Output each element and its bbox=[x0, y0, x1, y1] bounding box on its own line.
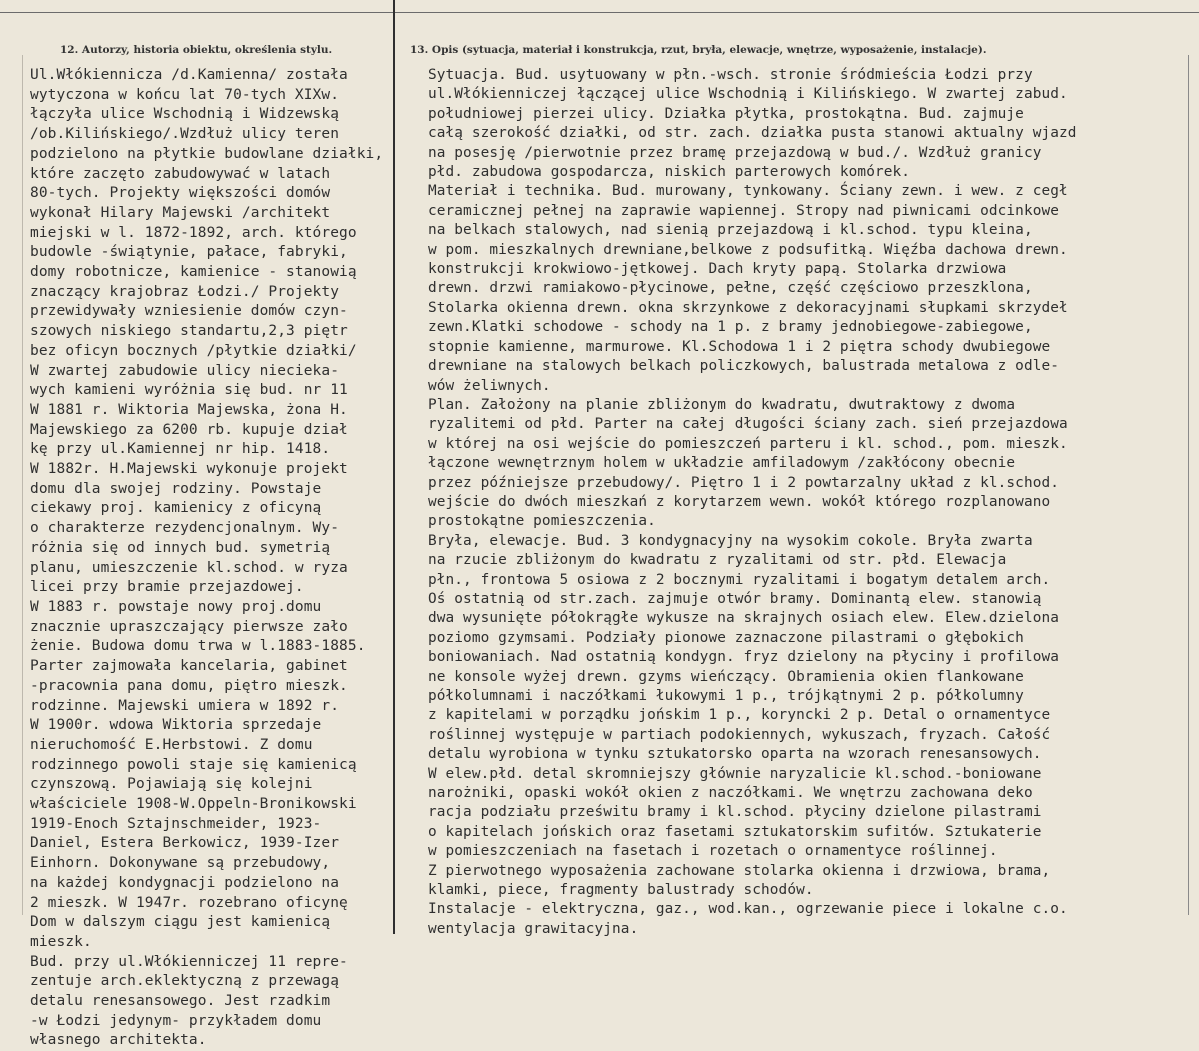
text-line: W elew.płd. detal skromniejszy głównie naryzalicie kl.schod.-boniowane bbox=[428, 765, 1042, 782]
text-line: planu, umieszczenie kl.schod. w ryza bbox=[30, 559, 348, 576]
text-line: południowej pierzei ulicy. Działka płytka, prostokątna. Bud. zajmuje bbox=[428, 105, 1024, 122]
text-line: wejście do dwóch mieszkań z korytarzem wewn. wokół którego rozplanowano bbox=[428, 493, 1051, 510]
text-line: W zwartej zabudowie ulicy niecieka- bbox=[30, 362, 340, 379]
text-line: klamki, piece, fragmenty balustrady schodów. bbox=[428, 882, 814, 899]
text-line: w której na osi wejście do pomieszczeń parteru i kl. schod., pom. mieszk. bbox=[428, 435, 1068, 452]
text-line: Majewskiego za 6200 rb. kupuje dział bbox=[30, 421, 348, 438]
text-line: ceramicznej pełnej na zaprawie wapiennej. Stropy nad piwnicami odcinkowe bbox=[428, 202, 1059, 219]
text-line: czynszową. Pojawiają się kolejni bbox=[30, 776, 313, 793]
text-line: rodzinnego powoli staje się kamienicą bbox=[30, 756, 357, 773]
text-line: miejski w l. 1872-1892, arch. którego bbox=[30, 224, 357, 241]
text-line: Einhorn. Dokonywane są przebudowy, bbox=[30, 855, 331, 872]
text-line: domu dla swojej rodziny. Powstaje bbox=[30, 480, 322, 497]
text-line: licei przy bramie przejazdowej. bbox=[30, 579, 304, 596]
text-line: stopnie kamienne, marmurowe. Kl.Schodowa 1 i 2 piętra schody dwubiegowe bbox=[428, 338, 1051, 355]
text-line: łączyła ulice Wschodnią i Widzewską bbox=[30, 106, 340, 123]
text-line: W 1881 r. Wiktoria Majewska, żona H. bbox=[30, 401, 348, 418]
text-line: roślinnej występuje w partiach podokiennych, wykuszach, fryzach. Całość bbox=[428, 726, 1051, 743]
text-line: detalu wyrobiona w tynku sztukatorsko oparta na wzorach renesansowych. bbox=[428, 746, 1042, 763]
text-line: -pracownia pana domu, piętro mieszk. bbox=[30, 677, 348, 694]
text-line: /ob.Kilińskiego/.Wzdłuż ulicy teren bbox=[30, 126, 340, 143]
text-line: Plan. Założony na planie zbliżonym do kwadratu, dwutraktowy z dwoma bbox=[428, 396, 1016, 413]
history-text-column bbox=[30, 66, 400, 1051]
text-line: półkolumnami i naczółkami łukowymi 1 p., trójkątnymi 2 p. półkolumny bbox=[428, 688, 1024, 704]
text-line: wykonał Hilary Majewski /architekt bbox=[30, 204, 331, 221]
text-line: Ul.Włókiennicza /d.Kamienna/ została bbox=[30, 67, 348, 83]
text-line: Sytuacja. Bud. usytuowany w płn.-wsch. stronie śródmieścia Łodzi przy bbox=[428, 67, 1033, 83]
text-line: przez późniejsze przebudowy/. Piętro 1 i 2 powtarzalny układ z kl.schod. bbox=[428, 474, 1059, 491]
text-line: ne konsole wyżej drewn. gzyms wieńczący. Obramienia okien flankowane bbox=[428, 668, 1024, 685]
section-12-heading: 12. Autorzy, historia obiektu, określenia stylu. bbox=[60, 44, 333, 56]
text-line: 2 mieszk. W 1947r. rozebrano oficynę bbox=[30, 894, 348, 911]
text-line: drewn. drzwi ramiakowo-płycinowe, pełne, część częściowo przeszklona, bbox=[428, 280, 1033, 297]
text-line: 1919-Enoch Sztajnschmeider, 1923- bbox=[30, 815, 322, 832]
text-line: na posesję /pierwotnie przez bramę przejazdową w bud./. Wzdłuż granicy bbox=[428, 144, 1042, 161]
text-line: żenie. Budowa domu trwa w l.1883-1885. bbox=[30, 638, 366, 655]
text-line: drewniane na stalowych belkach policzkowych, balustrada metalowa z odle- bbox=[428, 358, 1059, 375]
text-line: poziomo gzymsami. Podziały pionowe zaznaczone pilastrami o głębokich bbox=[428, 629, 1024, 646]
text-line: ul.Włókienniczej łączącej ulice Wschodnią i Kilińskiego. W zwartej zabud. bbox=[428, 86, 1068, 103]
left-margin-line bbox=[22, 55, 23, 915]
text-line: W 1900r. wdowa Wiktoria sprzedaje bbox=[30, 717, 322, 734]
text-line: na belkach stalowych, nad sienią przejazdową i kl.schod. typu kleina, bbox=[428, 222, 1033, 239]
text-line: płn., frontowa 5 osiowa z 2 bocznymi ryzalitami i bogatym detalem arch. bbox=[428, 571, 1051, 588]
text-line: bez oficyn bocznych /płytkie działki/ bbox=[30, 342, 357, 359]
text-line: narożniki, opaski wokół okien z naczółkami. We wnętrzu zachowana deko bbox=[428, 785, 1033, 802]
text-line: w pom. mieszkalnych drewniane,belkowe z podsufitką. Więźba dachowa drewn. bbox=[428, 241, 1068, 258]
top-border-line bbox=[0, 12, 1199, 13]
text-line: własnego architekta. bbox=[30, 1032, 207, 1049]
text-line: prostokątne pomieszczenia. bbox=[428, 513, 656, 530]
text-line: wów żeliwnych. bbox=[428, 377, 551, 394]
text-line: W 1883 r. powstaje nowy proj.domu bbox=[30, 598, 322, 615]
text-line: kę przy ul.Kamiennej nr hip. 1418. bbox=[30, 441, 331, 458]
text-line: Instalacje - elektryczna, gaz., wod.kan., ogrzewanie piece i lokalne c.o. bbox=[428, 901, 1068, 918]
text-line: rodzinne. Majewski umiera w 1892 r. bbox=[30, 697, 340, 714]
text-line: racja podziału prześwitu bramy i kl.schod. płyciny dzielone pilastrami bbox=[428, 804, 1042, 821]
text-line: o kapitelach jońskich oraz fasetami sztukatorskim sufitów. Sztukaterie bbox=[428, 823, 1042, 840]
text-line: szowych niskiego standartu,2,3 piętr bbox=[30, 323, 348, 340]
text-line: przewidywały wzniesienie domów czyn- bbox=[30, 303, 348, 320]
text-line: zentuje arch.eklektyczną z przewagą bbox=[30, 973, 340, 990]
text-line: Dom w dalszym ciągu jest kamienicą bbox=[30, 914, 331, 931]
text-line: mieszk. bbox=[30, 933, 92, 950]
text-line: łączone wewnętrznym holem w układzie amfiladowym /zakłócony obecnie bbox=[428, 455, 1016, 472]
text-line: Bud. przy ul.Włókienniczej 11 repre- bbox=[30, 953, 348, 970]
text-line: budowle -świątynie, pałace, fabryki, bbox=[30, 244, 348, 261]
text-line: podzielono na płytkie budowlane działki, bbox=[30, 145, 384, 162]
description-text-column bbox=[428, 66, 1196, 939]
text-line: konstrukcji krokwiowo-jętkowej. Dach kryty papą. Stolarka drzwiowa bbox=[428, 261, 1007, 278]
text-line: znacznie upraszczający pierwsze zało bbox=[30, 618, 348, 635]
text-line: nieruchomość E.Herbstowi. Z domu bbox=[30, 736, 313, 753]
text-line: detalu renesansowego. Jest rzadkim bbox=[30, 993, 331, 1010]
text-line: domy robotnicze, kamienice - stanowią bbox=[30, 264, 357, 281]
text-line: znaczący krajobraz Łodzi./ Projekty bbox=[30, 283, 340, 300]
section-13-heading: 13. Opis (sytuacja, materiał i konstrukcja, rzut, bryła, elewacje, wnętrze, wyposażenie, instalacje). bbox=[410, 44, 987, 56]
text-line: w pomieszczeniach na fasetach i rozetach o ornamentyce roślinnej. bbox=[428, 843, 998, 860]
text-line: na rzucie zbliżonym do kwadratu z ryzalitami od str. płd. Elewacja bbox=[428, 552, 1007, 569]
text-line: na każdej kondygnacji podzielono na bbox=[30, 874, 340, 891]
text-line: różnia się od innych bud. symetrią bbox=[30, 539, 331, 556]
text-line: zewn.Klatki schodowe - schody na 1 p. z bramy jednobiegowe-zabiegowe, bbox=[428, 319, 1033, 336]
text-line: wentylacja grawitacyjna. bbox=[428, 920, 639, 937]
text-line: z kapitelami w porządku jońskim 1 p., koryncki 2 p. Detal o ornamentyce bbox=[428, 707, 1051, 724]
text-line: wytyczona w końcu lat 70-tych XIXw. bbox=[30, 86, 340, 103]
text-line: Daniel, Estera Berkowicz, 1939-Izer bbox=[30, 835, 340, 852]
text-line: które zaczęto zabudowywać w latach bbox=[30, 165, 331, 182]
text-line: wych kamieni wyróżnia się bud. nr 11 bbox=[30, 382, 348, 399]
text-line: ryzalitemi od płd. Parter na całej długości ściany zach. sień przejazdowa bbox=[428, 416, 1068, 433]
text-line: całą szerokość działki, od str. zach. działka pusta stanowi aktualny wjazd bbox=[428, 125, 1077, 142]
text-line: właściciele 1908-W.Oppeln-Bronikowski bbox=[30, 796, 357, 813]
text-line: -w Łodzi jedynym- przykładem domu bbox=[30, 1012, 322, 1029]
text-line: Parter zajmowała kancelaria, gabinet bbox=[30, 658, 348, 675]
text-line: boniowaniach. Nad ostatnią kondygn. fryz dzielony na płyciny i profilowa bbox=[428, 649, 1059, 666]
text-line: Bryła, elewacje. Bud. 3 kondygnacyjny na wysokim cokole. Bryła zwarta bbox=[428, 532, 1033, 549]
text-line: Oś ostatnią od str.zach. zajmuje otwór bramy. Dominantą elew. stanowią bbox=[428, 590, 1042, 607]
text-line: o charakterze rezydencjonalnym. Wy- bbox=[30, 520, 340, 537]
text-line: Materiał i technika. Bud. murowany, tynkowany. Ściany zewn. i wew. z cegł bbox=[428, 183, 1068, 200]
text-line: W 1882r. H.Majewski wykonuje projekt bbox=[30, 461, 348, 478]
text-line: Z pierwotnego wyposażenia zachowane stolarka okienna i drzwiowa, brama, bbox=[428, 862, 1051, 879]
text-line: ciekawy proj. kamienicy z oficyną bbox=[30, 500, 322, 517]
text-line: płd. zabudowa gospodarcza, niskich parterowych komórek. bbox=[428, 164, 911, 181]
text-line: Stolarka okienna drewn. okna skrzynkowe z dekoracyjnami słupkami skrzydeł bbox=[428, 299, 1068, 316]
text-line: 80-tych. Projekty większości domów bbox=[30, 185, 331, 202]
text-line: dwa wysunięte półokrągłe wykusze na skrajnych osiach elew. Elew.dzielona bbox=[428, 610, 1059, 627]
